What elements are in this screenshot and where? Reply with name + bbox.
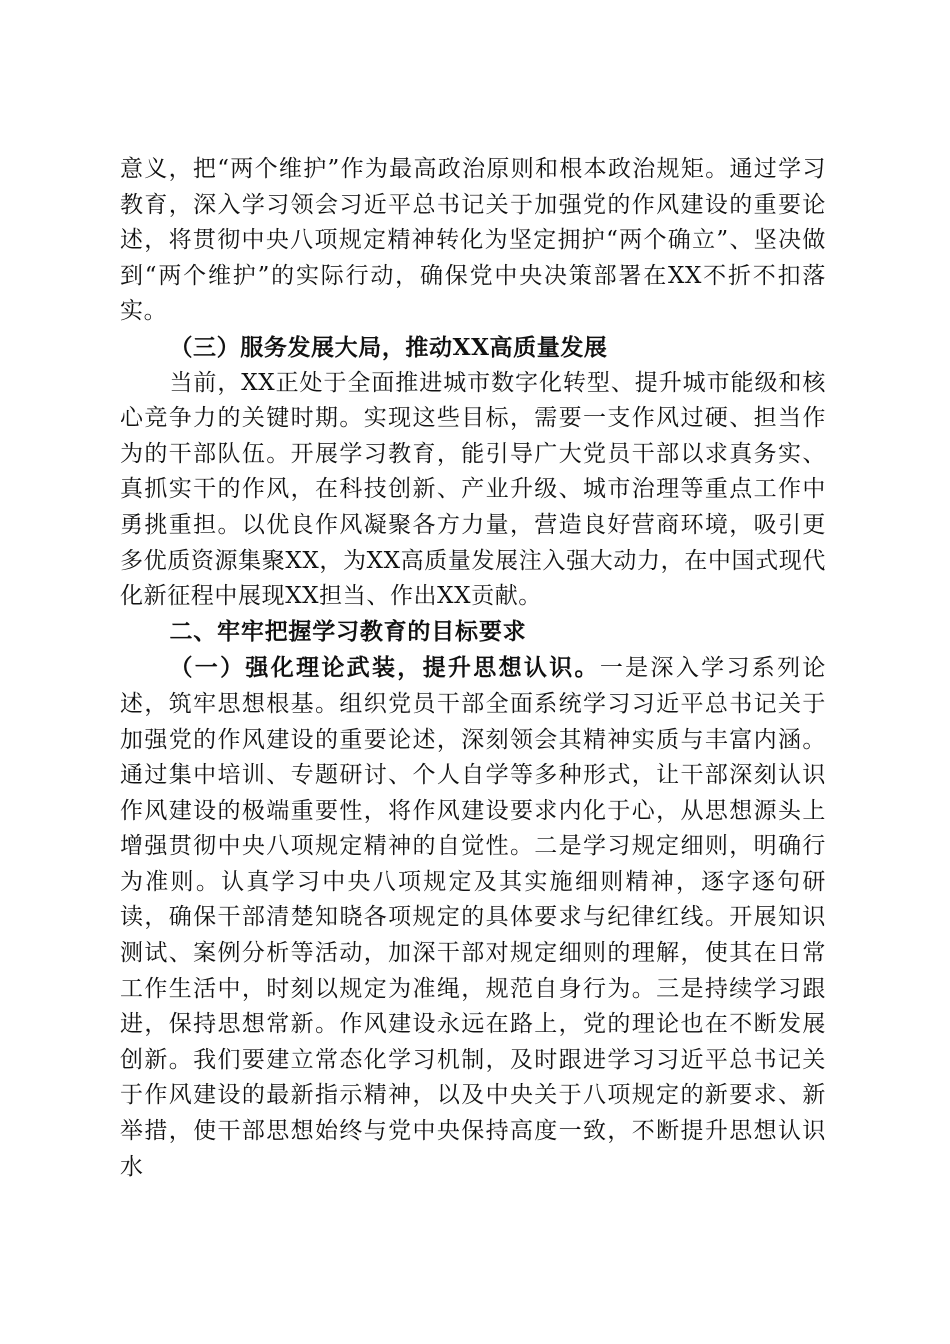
paragraph-lead: （一）强化理论武装，提升思想认识。	[169, 654, 600, 682]
paragraph-theory-body: 一是深入学习系列论述，筑牢思想根基。组织党员干部全面系统学习习近平总书记关于加强党的作风建设的重要论述，深刻领会其精神实质与丰富内涵。通过集中培训、专题研讨、个人自学等多种形式，让干部深刻认识作风建设的极端重要性，将作风建设要求内化于心，从思想源头上增强贯彻中央八项规定精神的自觉性。二是学习规定细则，明确行为准则。认真学习中央八项规定及其实施细则精神，逐字逐句研读，确保干部清楚知晓各项规定的具体要求与纪律红线。开展知识测试、案例分析等活动，加深干部对规定细则的理解，使其在日常工作生活中，时刻以规定为准绳，规范自身行为。三是持续学习跟进，保持思想常新。作风建设永远在路上，党的理论也在不断发展创新。我们要建立常态化学习机制，及时跟进学习习近平总书记关于作风建设的最新指示精神，以及中央关于八项规定的新要求、新举措，使干部思想始终与党中央保持高度一致，不断提升思想认识水	[120, 655, 827, 1180]
document-body	[120, 152, 826, 1185]
section-heading-3: （三）服务发展大局，推动XX高质量发展	[169, 333, 608, 361]
section-heading-2: 二、牢牢把握学习教育的目标要求	[169, 618, 527, 645]
paragraph-continued: 意义，把“两个维护”作为最高政治原则和根本政治规矩。通过学习教育，深入学习领会习近平总书记关于加强党的作风建设的重要论述，将贯彻中央八项规定精神转化为坚定拥护“两个确立”、坚决做到“两个维护”的实际行动，确保党中央决策部署在XX不折不扣落实。	[120, 156, 826, 325]
paragraph-theory	[120, 650, 826, 1185]
paragraph-development: 当前，XX正处于全面推进城市数字化转型、提升城市能级和核心竞争力的关键时期。实现这些目标，需要一支作风过硬、担当作为的干部队伍。开展学习教育，能引导广大党员干部以求真务实、真抓实干的作风，在科技创新、产业升级、城市治理等重点工作中勇挑重担。以优良作风凝聚各方力量，营造良好营商环境，吸引更多优质资源集聚XX，为XX高质量发展注入强大动力，在中国式现代化新征程中展现XX担当、作出XX贡献。	[120, 369, 826, 610]
